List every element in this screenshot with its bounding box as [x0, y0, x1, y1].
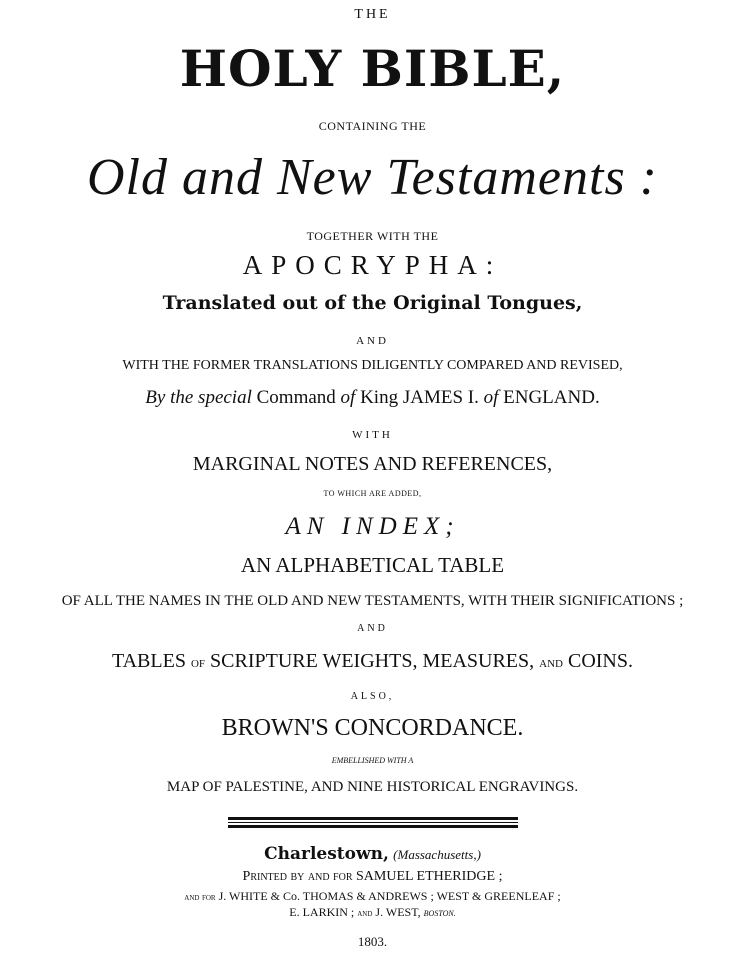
also-label: ALSO,: [350, 691, 395, 702]
alphabetical-table-line: AN ALPHABETICAL TABLE: [240, 553, 505, 577]
translated-line: Translated out of the Original Tongues,: [162, 292, 583, 314]
tables-of-word: of: [190, 655, 206, 671]
of-text-2: of: [483, 387, 499, 408]
command-line: [0, 388, 745, 407]
coins-word: COINS.: [567, 650, 633, 672]
containing-label: CONTAINING THE: [318, 119, 427, 133]
larkin-line: [0, 906, 745, 919]
and-label-1: AND: [356, 335, 389, 347]
and-text: and: [357, 908, 373, 919]
names-line: OF ALL THE NAMES IN THE OLD AND NEW TESTAMENTS, WITH THEIR SIGNIFICATIONS ;: [61, 593, 684, 609]
larkin-text: E. LARKIN ;: [289, 905, 355, 919]
massachusetts-text: (Massachusetts,): [393, 847, 481, 862]
to-which-label: TO WHICH ARE ADDED,: [323, 489, 422, 498]
printed-by-text: Printed by and for: [242, 869, 353, 884]
and-label-2: AND: [357, 623, 388, 634]
imprint-place-line: [0, 845, 745, 863]
charlestown-text: Charlestown,: [264, 844, 389, 864]
marginal-notes-line: MARGINAL NOTES AND REFERENCES,: [192, 453, 553, 475]
booksellers-text: J. WHITE & Co. THOMAS & ANDREWS ; WEST & GREENLEAF ;: [218, 889, 561, 903]
imprint-year: 1803.: [357, 934, 388, 949]
booksellers-line: [0, 890, 745, 903]
apocrypha-title: APOCRYPHA:: [242, 250, 503, 280]
embellished-label: EMBELLISHED WITH A: [331, 756, 414, 765]
the-label: THE: [354, 7, 391, 22]
england-text: ENGLAND.: [503, 387, 600, 408]
testaments-title: Old and New Testaments :: [87, 149, 658, 206]
index-title: AN INDEX;: [285, 513, 460, 540]
map-line: MAP OF PALESTINE, AND NINE HISTORICAL ENGRAVINGS.: [166, 779, 579, 795]
tables-word: TABLES: [111, 650, 186, 672]
king-james-text: King JAMES I.: [360, 387, 479, 408]
together-label: TOGETHER WITH THE: [306, 229, 439, 243]
double-rule-divider: [228, 817, 518, 828]
of-text-1: of: [340, 387, 356, 408]
tables-line: [0, 651, 745, 671]
command-text: Command: [256, 387, 336, 408]
with-label: WITH: [352, 429, 393, 441]
printer-name: SAMUEL ETHERIDGE ;: [356, 869, 503, 884]
main-title: HOLY BIBLE,: [179, 39, 566, 98]
and-for-text: and for: [184, 892, 216, 903]
west-text: J. WEST,: [375, 905, 421, 919]
boston-text: BOSTON.: [423, 909, 456, 918]
former-translations-line: WITH THE FORMER TRANSLATIONS DILIGENTLY COMPARED AND REVISED,: [122, 358, 623, 373]
concordance-title: BROWN'S CONCORDANCE.: [221, 715, 524, 741]
tables-middle: SCRIPTURE WEIGHTS, MEASURES,: [210, 650, 535, 672]
by-the-special-text: By the special: [145, 387, 252, 408]
printed-by-line: [0, 870, 745, 884]
tables-and-word: and: [539, 655, 563, 671]
